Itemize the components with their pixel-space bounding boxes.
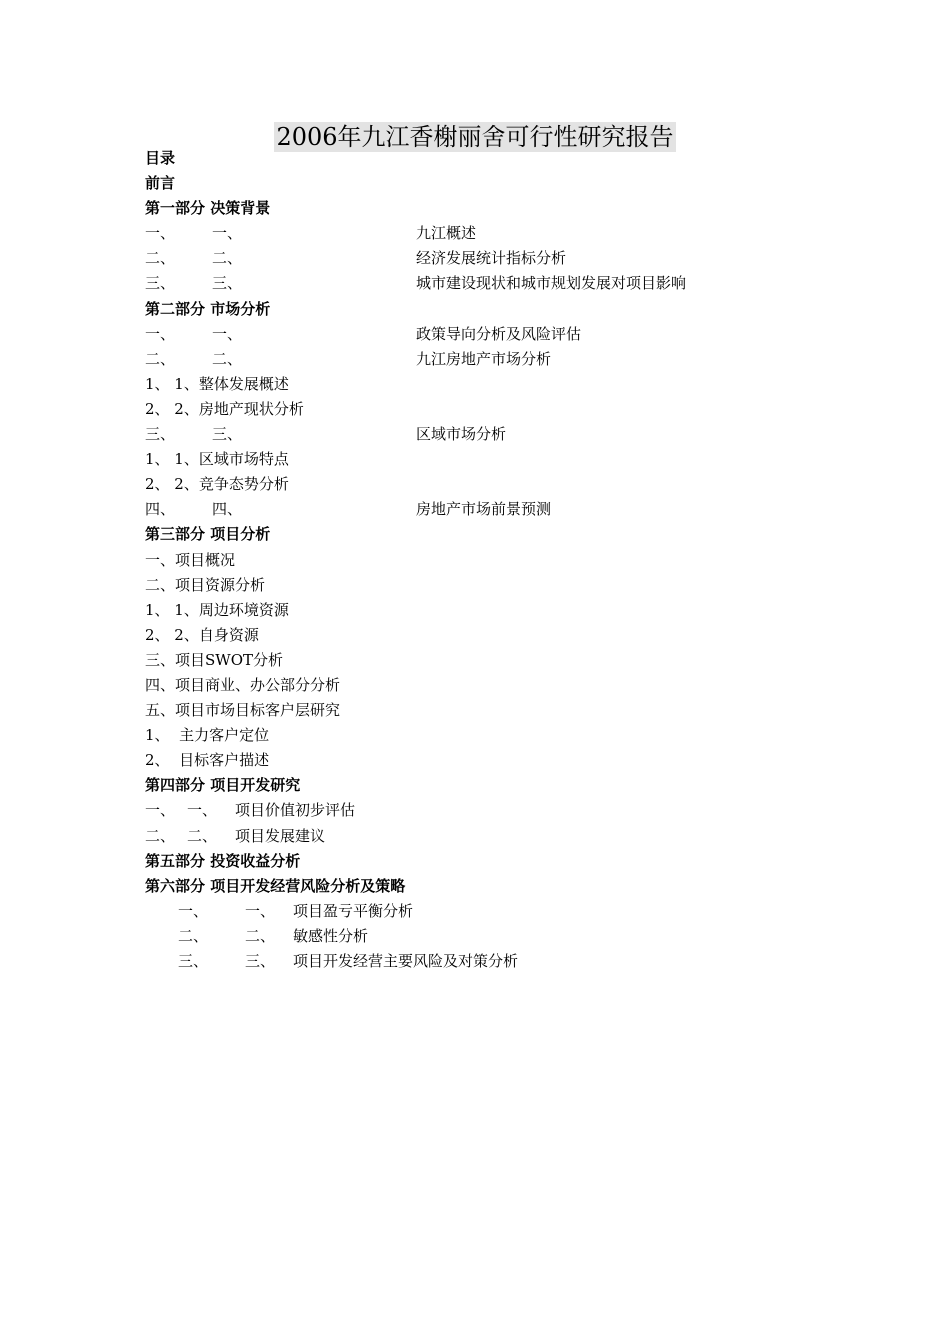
toc-entry (145, 497, 845, 522)
toc-line (145, 723, 845, 748)
toc-line (145, 748, 845, 773)
toc-entry-number: 一、 (145, 224, 176, 243)
toc-entry-number: 二、 (178, 926, 209, 945)
toc-entry-subnumber: 一、 (212, 224, 243, 243)
toc-line-text: 1、 主力客户定位 (145, 726, 270, 745)
toc-line-text: 五、项目市场目标客户层研究 (145, 701, 341, 720)
toc-entry (145, 949, 845, 974)
toc-contents-heading (145, 146, 845, 171)
toc-entry-number: 三、 (145, 425, 176, 444)
toc-entry (145, 271, 845, 296)
toc-part1-heading (145, 196, 845, 221)
toc-line-text: 2、 目标客户描述 (145, 751, 270, 770)
toc-preface (145, 171, 845, 196)
toc-line (145, 648, 845, 673)
toc-entry (145, 347, 845, 372)
toc-subentry (145, 472, 845, 497)
toc-entry-number: 三、 (145, 274, 176, 293)
toc-part3-heading (145, 522, 845, 547)
toc-subentry (145, 372, 845, 397)
toc-line (145, 573, 845, 598)
toc-entry-subnumber: 二、 (187, 826, 218, 845)
toc-entry-number: 二、 (145, 349, 176, 368)
toc-entry-subnumber: 三、 (212, 425, 243, 444)
toc-line-text: 2、 2、自身资源 (145, 625, 259, 644)
toc-line-text: 二、项目资源分析 (145, 575, 266, 594)
toc-contents-label: 目录 (145, 149, 176, 167)
toc-entry-text: 区域市场分析 (416, 425, 507, 444)
toc-entry-text: 政策导向分析及风险评估 (416, 324, 582, 343)
toc-part6-heading (145, 874, 845, 899)
toc-subentry-text: 2、 2、竞争态势分析 (145, 475, 289, 494)
toc-entry (145, 322, 845, 347)
toc-line (145, 698, 845, 723)
toc-line-text: 1、 1、周边环境资源 (145, 600, 289, 619)
toc-part2-label: 第二部分 市场分析 (145, 299, 271, 318)
toc-entry-subnumber: 一、 (187, 801, 218, 820)
toc-entry-subnumber: 四、 (212, 500, 243, 519)
toc-line (145, 673, 845, 698)
toc-entry-text: 房地产市场前景预测 (416, 500, 552, 519)
toc-entry-number: 二、 (145, 249, 176, 268)
toc-entry-subnumber: 三、 (245, 952, 276, 970)
toc-line-text: 四、项目商业、办公部分分析 (145, 675, 341, 694)
toc-entry (145, 824, 845, 849)
table-of-contents (145, 146, 845, 974)
toc-part5-heading (145, 849, 845, 874)
toc-part2-heading (145, 297, 845, 322)
toc-subentry-text: 1、 1、整体发展概述 (145, 374, 289, 393)
toc-entry-number: 二、 (145, 826, 176, 845)
toc-entry-text: 项目发展建议 (235, 826, 326, 845)
toc-subentry (145, 397, 845, 422)
toc-entry-text: 项目价值初步评估 (235, 801, 356, 820)
toc-part6-label: 第六部分 项目开发经营风险分析及策略 (145, 876, 406, 895)
toc-entry-subnumber: 一、 (212, 324, 243, 343)
toc-entry-subnumber: 二、 (212, 249, 243, 268)
toc-line-text: 一、项目概况 (145, 550, 236, 569)
toc-entry-subnumber: 一、 (245, 901, 276, 920)
toc-entry-number: 一、 (178, 901, 209, 920)
toc-entry-subnumber: 二、 (212, 349, 243, 368)
toc-entry (145, 221, 845, 246)
toc-line-text: 三、项目SWOT分析 (145, 650, 283, 669)
toc-entry-text: 九江房地产市场分析 (416, 349, 552, 368)
toc-subentry (145, 447, 845, 472)
toc-line (145, 548, 845, 573)
toc-entry-text: 九江概述 (416, 224, 477, 243)
toc-entry-text: 项目开发经营主要风险及对策分析 (293, 952, 519, 970)
toc-subentry-text: 2、 2、房地产现状分析 (145, 399, 304, 418)
toc-entry-text: 项目盈亏平衡分析 (293, 901, 414, 920)
toc-preface-label: 前言 (145, 174, 176, 193)
toc-entry-number: 四、 (145, 500, 176, 519)
toc-entry-subnumber: 三、 (212, 274, 243, 293)
toc-entry-number: 一、 (145, 324, 176, 343)
toc-subentry-text: 1、 1、区域市场特点 (145, 450, 289, 469)
toc-entry (145, 422, 845, 447)
toc-line (145, 598, 845, 623)
toc-part1-label: 第一部分 决策背景 (145, 199, 271, 218)
toc-entry (145, 798, 845, 823)
document-title: 2006年九江香榭丽舍可行性研究报告 (276, 123, 674, 151)
toc-part4-label: 第四部分 项目开发研究 (145, 776, 301, 795)
toc-entry-subnumber: 二、 (245, 926, 276, 945)
toc-entry-number: 一、 (145, 801, 176, 820)
toc-part5-label: 第五部分 投资收益分析 (145, 851, 301, 870)
toc-entry (145, 246, 845, 271)
toc-part3-label: 第三部分 项目分析 (145, 525, 271, 544)
toc-line (145, 623, 845, 648)
toc-part4-heading (145, 773, 845, 798)
toc-entry-text: 城市建设现状和城市规划发展对项目影响 (416, 274, 687, 293)
toc-entry (145, 924, 845, 949)
toc-entry (145, 899, 845, 924)
toc-entry-text: 经济发展统计指标分析 (416, 249, 567, 268)
toc-entry-text: 敏感性分析 (293, 926, 369, 945)
toc-entry-number: 三、 (178, 952, 209, 970)
